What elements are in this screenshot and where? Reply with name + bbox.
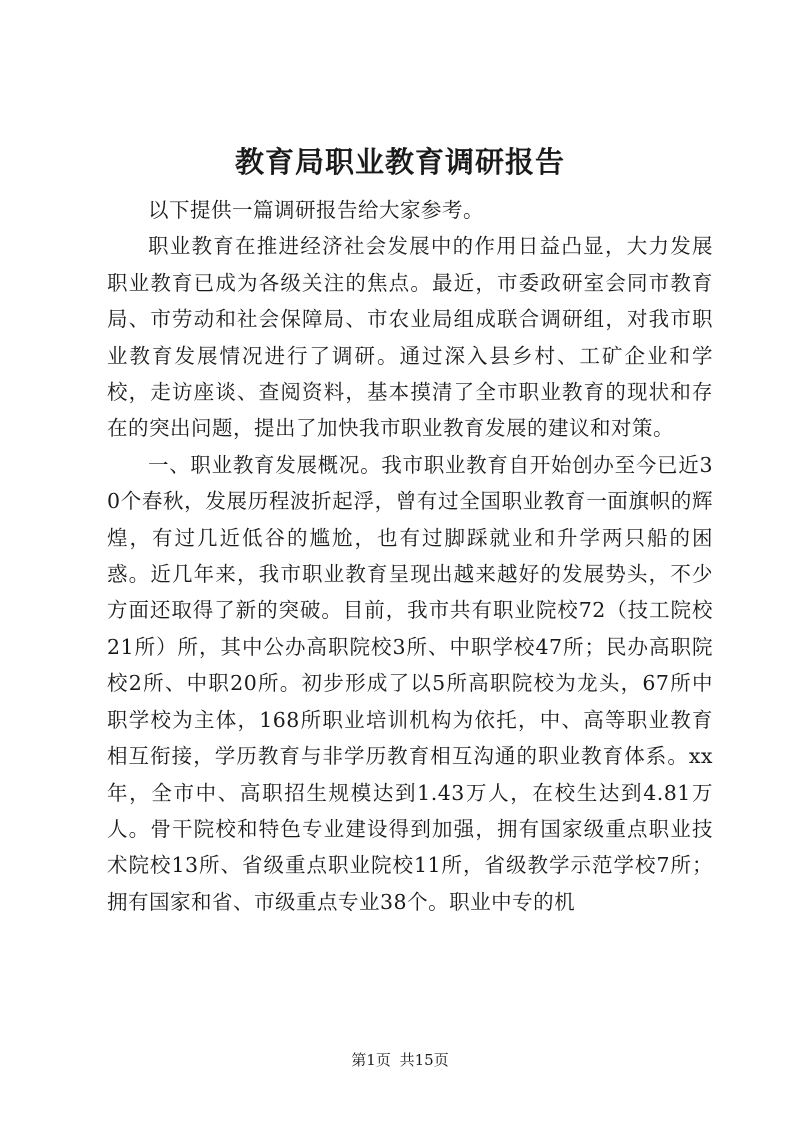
page-total: 共15页 — [399, 1051, 449, 1069]
paragraph-background: 职业教育在推进经济社会发展中的作用日益凸显，大力发展职业教育已成为各级关注的焦点。最近，市委政研室会同市教育局、市劳动和社会保障局、市农业局组成联合调研组，对我市职业教育发展情况进行了调研。通过深入县乡村、工矿企业和学校，走访座谈、查阅资料，基本摸清了全市职业教育的现状和存在的突出问题，提出了加快我市职业教育发展的建议和对策。 — [107, 234, 713, 441]
page-footer — [0, 1050, 800, 1070]
paragraph-intro: 以下提供一篇调研报告给大家参考。 — [148, 198, 484, 222]
document-title: 教育局职业教育调研报告 — [234, 145, 565, 179]
paragraph-overview: 一、职业教育发展概况。我市职业教育自开始创办至今已近30个春秋，发展历程波折起浮，曾有过全国职业教育一面旗帜的辉煌，有过几近低谷的尴尬，也有过脚踩就业和升学两只船的困惑。近几年来，我市职业教育呈现出越来越好的发展势头，不少方面还取得了新的突破。目前，我市共有职业院校72（技工院校21所）所，其中公办高职院校3所、中职学校47所；民办高职院校2所、中职20所。初步形成了以5所高职院校为龙头，67所中职学校为主体，168所职业培训机构为依托，中、高等职业教育相互衔接，学历教育与非学历教育相互沟通的职业教育体系。xx年，全市中、高职招生规模达到1.43万人，在校生达到4.81万人。骨干院校和特色专业建设得到加强，拥有国家级重点职业技术院校13所、省级重点职业院校11所，省级教学示范学校7所；拥有国家和省、市级重点专业38个。职业中专的机 — [107, 452, 713, 914]
document-body — [107, 192, 713, 920]
page-number: 第1页 — [351, 1051, 391, 1069]
